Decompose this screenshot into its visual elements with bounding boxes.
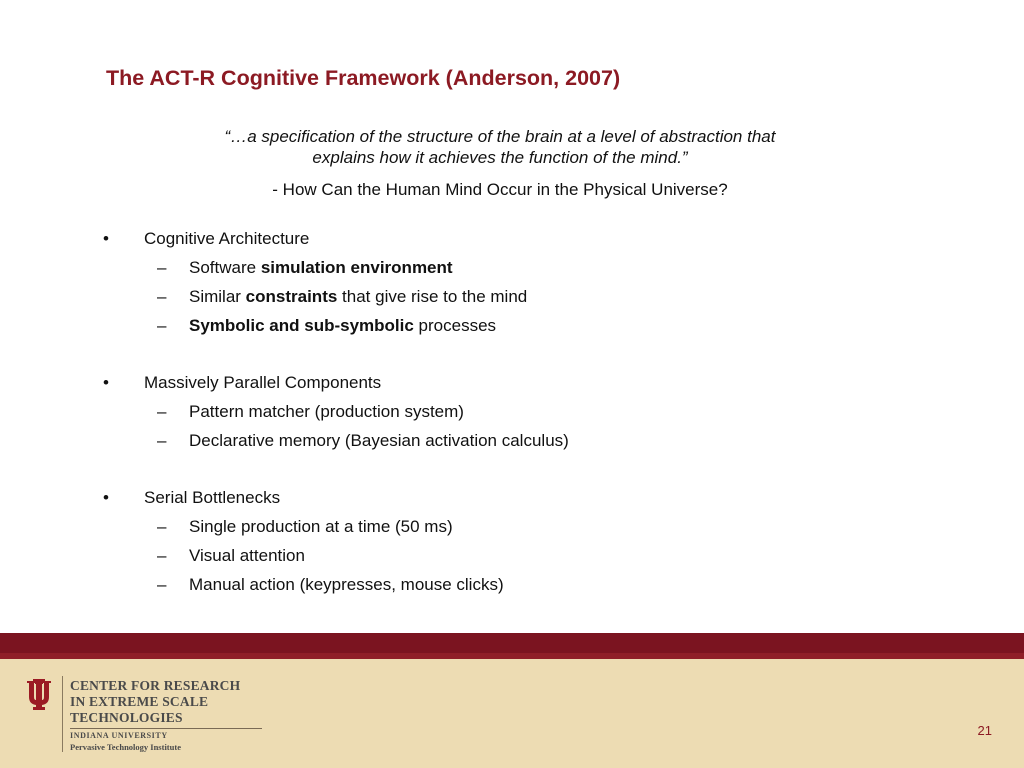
indiana-university-trident-icon: [26, 677, 52, 711]
sub-bullet-text: Similar constraints that give rise to the mind: [189, 287, 528, 306]
sub-bullet-marker: –: [157, 546, 167, 565]
org-name-line-2: IN EXTREME SCALE: [70, 694, 209, 709]
quote-attribution: - How Can the Human Mind Occur in the Physical Universe?: [272, 180, 728, 199]
sub-bullet-item: [0, 517, 900, 546]
org-rule: [70, 728, 262, 729]
bullet-text: Massively Parallel Components: [144, 373, 382, 392]
sub-bullet-item: [0, 546, 900, 575]
org-name-line-1: CENTER FOR RESEARCH: [70, 678, 241, 693]
quote: [150, 126, 850, 168]
bullet-text: Serial Bottlenecks: [144, 488, 281, 507]
org-name-line-3: TECHNOLOGIES: [70, 710, 183, 725]
slide-title: The ACT-R Cognitive Framework (Anderson, 2007): [106, 66, 621, 90]
sub-bullet-text: Single production at a time (50 ms): [189, 517, 453, 536]
bold-emphasis: Symbolic and sub-symbolic: [189, 316, 414, 335]
sub-bullet-text: Symbolic and sub-symbolic processes: [189, 316, 497, 335]
bold-emphasis: simulation environment: [260, 258, 453, 277]
quote-line-1: “…a specification of the structure of the brain at a level of abstraction that: [224, 127, 776, 146]
sub-bullet-marker: –: [157, 316, 167, 335]
bullet-list: [0, 229, 900, 604]
quote-line-2: explains how it achieves the function of the mind.”: [312, 148, 688, 167]
sub-bullet-text: Visual attention: [189, 546, 305, 565]
sub-bullet-text: Declarative memory (Bayesian activation calculus): [189, 431, 569, 450]
bullet-text: Cognitive Architecture: [144, 229, 310, 248]
bullet-marker: •: [103, 373, 109, 392]
sub-bullet-item: [0, 575, 900, 604]
sub-bullet-marker: –: [157, 575, 167, 594]
sub-bullet-item: [0, 431, 900, 460]
sub-bullet-marker: –: [157, 287, 167, 306]
bullet-item: [0, 373, 900, 402]
sub-bullet-marker: –: [157, 517, 167, 536]
university-name: INDIANA UNIVERSITY: [70, 731, 168, 740]
sub-bullet-text: Pattern matcher (production system): [189, 402, 464, 421]
sub-bullet-item: [0, 287, 900, 316]
bold-emphasis: constraints: [245, 287, 338, 306]
sub-bullet-item: [0, 402, 900, 431]
sub-bullet-item: [0, 258, 900, 287]
bullet-marker: •: [103, 488, 109, 507]
sub-bullet-marker: –: [157, 258, 167, 277]
bullet-item: [0, 488, 900, 517]
sub-bullet-marker: –: [157, 431, 167, 450]
organization-name: [70, 678, 240, 726]
page-number: 21: [977, 723, 992, 738]
sub-bullet-marker: –: [157, 402, 167, 421]
bullet-marker: •: [103, 229, 109, 248]
sub-bullet-text: Software simulation environment: [189, 258, 453, 277]
sub-bullet-text: Manual action (keypresses, mouse clicks): [189, 575, 504, 594]
sub-bullet-item: [0, 316, 900, 345]
bullet-item: [0, 229, 900, 258]
institute-name: Pervasive Technology Institute: [70, 742, 181, 752]
logo-divider: [62, 676, 63, 752]
footer-color-bar: [0, 633, 1024, 659]
